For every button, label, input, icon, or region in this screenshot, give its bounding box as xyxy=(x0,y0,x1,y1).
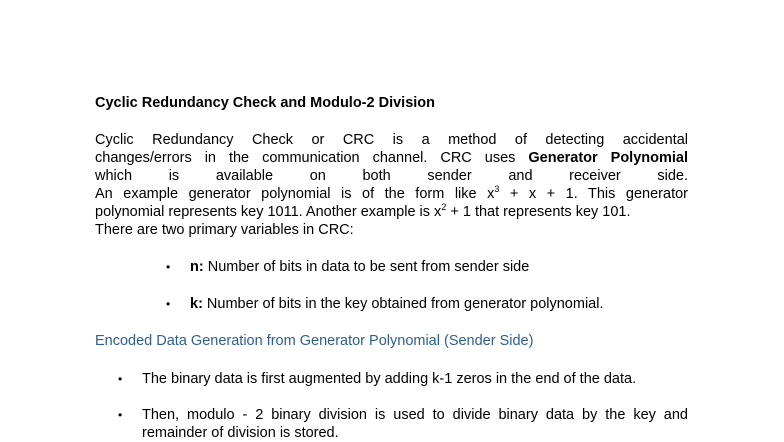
intro-line-4-suffix: + x + 1. This generator xyxy=(499,186,688,202)
document-title: Cyclic Redundancy Check and Modulo-2 Division xyxy=(95,95,436,111)
bullet-dot: • xyxy=(166,260,171,274)
variable-description: Number of bits in the key obtained from generator polynomial. xyxy=(202,296,604,312)
section-heading: Encoded Data Generation from Generator Polynomial (Sender Side) xyxy=(95,333,534,349)
step-text: The binary data is first augmented by adding k-1 zeros in the end of the data. xyxy=(142,371,637,387)
step-item-1 xyxy=(118,370,637,388)
step-item-2 xyxy=(118,406,688,442)
intro-line-5-suffix: + 1 that represents key 101. xyxy=(446,204,631,220)
variable-term: n: xyxy=(190,259,204,275)
intro-line-6: There are two primary variables in CRC: xyxy=(95,222,354,238)
intro-line-5-prefix: polynomial represents key 1011. Another example is x xyxy=(95,204,442,220)
intro-line-4-prefix: An example generator polynomial is of the form like x xyxy=(95,186,495,202)
intro-line-3: which is available on both sender and receiver side. xyxy=(95,168,688,184)
bullet-dot: • xyxy=(118,372,123,386)
intro-line-1: Cyclic Redundancy Check or CRC is a method of detecting accidental xyxy=(95,132,688,148)
intro-line-4-exponent: 3 xyxy=(494,184,500,194)
variable-n-item xyxy=(166,258,530,276)
bullet-dot: • xyxy=(118,408,123,422)
intro-line-5 xyxy=(95,203,688,221)
variable-description: Number of bits in data to be sent from sender side xyxy=(203,259,530,275)
intro-line-2 xyxy=(95,149,688,167)
step-text-line-1: Then, modulo - 2 binary division is used to divide binary data by the key and xyxy=(142,407,688,423)
intro-line-4 xyxy=(95,185,688,203)
step-text-line-2: remainder of division is stored. xyxy=(142,425,339,441)
intro-line-5-exponent: 2 xyxy=(441,202,447,212)
variable-term: k: xyxy=(190,296,203,312)
intro-line-2-text: changes/errors in the communication channel. CRC uses xyxy=(95,150,516,166)
bullet-dot: • xyxy=(166,297,171,311)
generator-polynomial-term: Generator Polynomial xyxy=(528,150,688,166)
variable-k-item xyxy=(166,295,604,313)
